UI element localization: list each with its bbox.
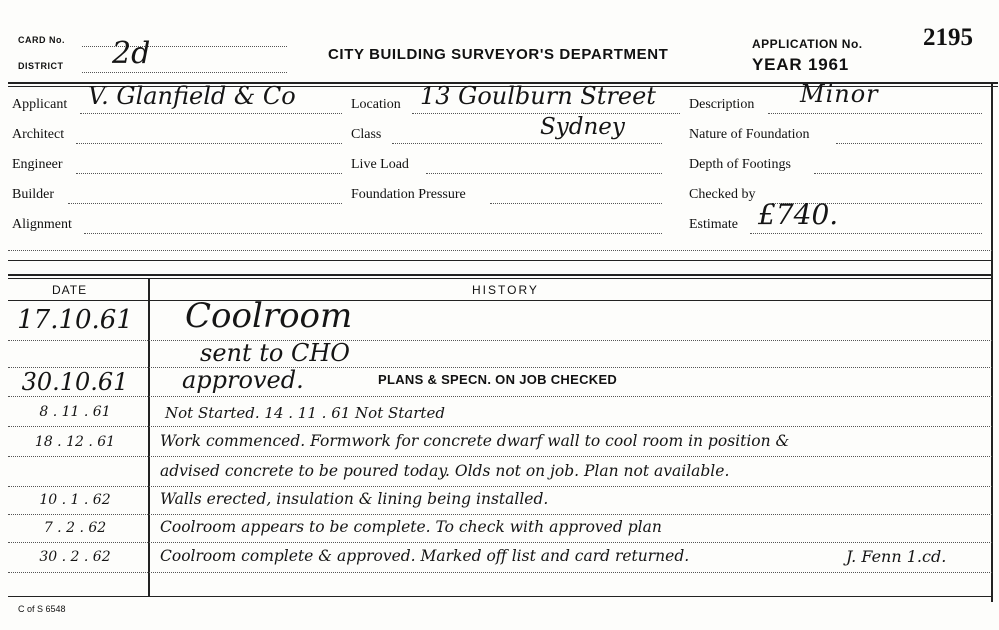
- architect-line: [76, 143, 342, 144]
- history-column-header: HISTORY: [472, 283, 539, 297]
- form-number: C of S 6548: [18, 604, 66, 614]
- row-line-5: [8, 456, 992, 457]
- applicant-label: Applicant: [12, 97, 68, 112]
- row-text-1: sent to CHO: [200, 339, 350, 367]
- builder-label: Builder: [12, 187, 54, 202]
- district-label: DISTRICT: [18, 61, 64, 71]
- row-date-6: 10 . 1 . 62: [39, 492, 111, 508]
- row-text-7: Coolroom appears to be complete. To check with approved plan: [160, 518, 662, 536]
- foundation-pressure-label: Foundation Pressure: [351, 187, 466, 202]
- section-rule-2: [8, 274, 992, 276]
- row-date-3: 8 . 11 . 61: [39, 404, 111, 420]
- row-line-7: [8, 514, 992, 515]
- year-label: YEAR 1961: [752, 55, 849, 74]
- live-load-line: [426, 173, 662, 174]
- description-value: Minor: [800, 80, 879, 108]
- row-date-2: 30.10.61: [21, 368, 129, 396]
- district-value: 2d: [112, 36, 151, 71]
- row-date-7: 7 . 2 . 62: [43, 520, 107, 536]
- row-line-8: [8, 542, 992, 543]
- estimate-label: Estimate: [689, 217, 738, 232]
- row-date-0: 17.10.61: [17, 305, 133, 335]
- applicant-value: V. Glanfield & Co: [88, 82, 296, 110]
- district-line: [82, 72, 287, 73]
- row-text-3: Not Started. 14 . 11 . 61 Not Started: [165, 404, 445, 422]
- row-text-2: approved.: [182, 366, 304, 394]
- row-date-4: 18 . 12 . 61: [34, 434, 116, 450]
- card-no-label: CARD No.: [18, 35, 65, 45]
- location-label: Location: [351, 97, 401, 112]
- architect-label: Architect: [12, 127, 65, 142]
- table-bottom-rule: [8, 596, 992, 597]
- alignment-label: Alignment: [12, 217, 72, 232]
- checked-by-label: Checked by: [689, 187, 756, 202]
- estimate-value: £740.: [758, 198, 839, 231]
- inspector-signature: J. Fenn 1.cd.: [846, 547, 947, 566]
- row-stamp-2: PLANS & SPECN. ON JOB CHECKED: [378, 372, 618, 387]
- row-line-1: [8, 340, 992, 341]
- department-title: CITY BUILDING SURVEYOR'S DEPARTMENT: [328, 46, 669, 63]
- row-text-5: advised concrete to be poured today. Olds not on job. Plan not available.: [160, 462, 730, 480]
- live-load-label: Live Load: [351, 157, 409, 172]
- location-value: 13 Goulburn Street: [420, 82, 656, 110]
- applicant-line: [80, 113, 342, 114]
- row-line-9: [8, 572, 992, 573]
- nature-of-foundation-label: Nature of Foundation: [689, 127, 810, 142]
- application-no-value: 2195: [923, 24, 973, 51]
- application-no-label: APPLICATION No.: [752, 37, 863, 51]
- location-value-2: Sydney: [540, 114, 625, 140]
- builder-line: [68, 203, 342, 204]
- alignment-line: [84, 233, 662, 234]
- description-line: [768, 113, 982, 114]
- description-label: Description: [689, 97, 755, 112]
- column-header-rule: [8, 300, 992, 301]
- class-label: Class: [351, 127, 382, 142]
- row-text-8: Coolroom complete & approved. Marked off list and card returned.: [160, 547, 690, 565]
- engineer-label: Engineer: [12, 157, 63, 172]
- card-right-border: [991, 82, 993, 602]
- engineer-line: [76, 173, 342, 174]
- row-date-8: 30 . 2 . 62: [39, 549, 111, 565]
- estimate-line: [750, 233, 982, 234]
- column-divider: [148, 278, 150, 596]
- date-column-header: DATE: [52, 283, 88, 297]
- row-line-3: [8, 396, 992, 397]
- row-text-0: Coolroom: [185, 296, 353, 336]
- section-rule-1: [8, 260, 992, 261]
- depth-of-footings-label: Depth of Footings: [689, 157, 791, 172]
- row-text-4: Work commenced. Formwork for concrete dwarf wall to cool room in position &: [160, 432, 790, 450]
- section-rule-3: [8, 278, 992, 279]
- row-line-4: [8, 426, 992, 427]
- nature-of-foundation-line: [836, 143, 982, 144]
- foundation-pressure-line: [490, 203, 662, 204]
- row-text-6: Walls erected, insulation & lining being installed.: [160, 490, 549, 508]
- row-line-6: [8, 486, 992, 487]
- section-rule-dotted: [8, 250, 992, 251]
- depth-of-footings-line: [814, 173, 982, 174]
- row-line-2: [8, 367, 992, 368]
- class-line: [392, 143, 662, 144]
